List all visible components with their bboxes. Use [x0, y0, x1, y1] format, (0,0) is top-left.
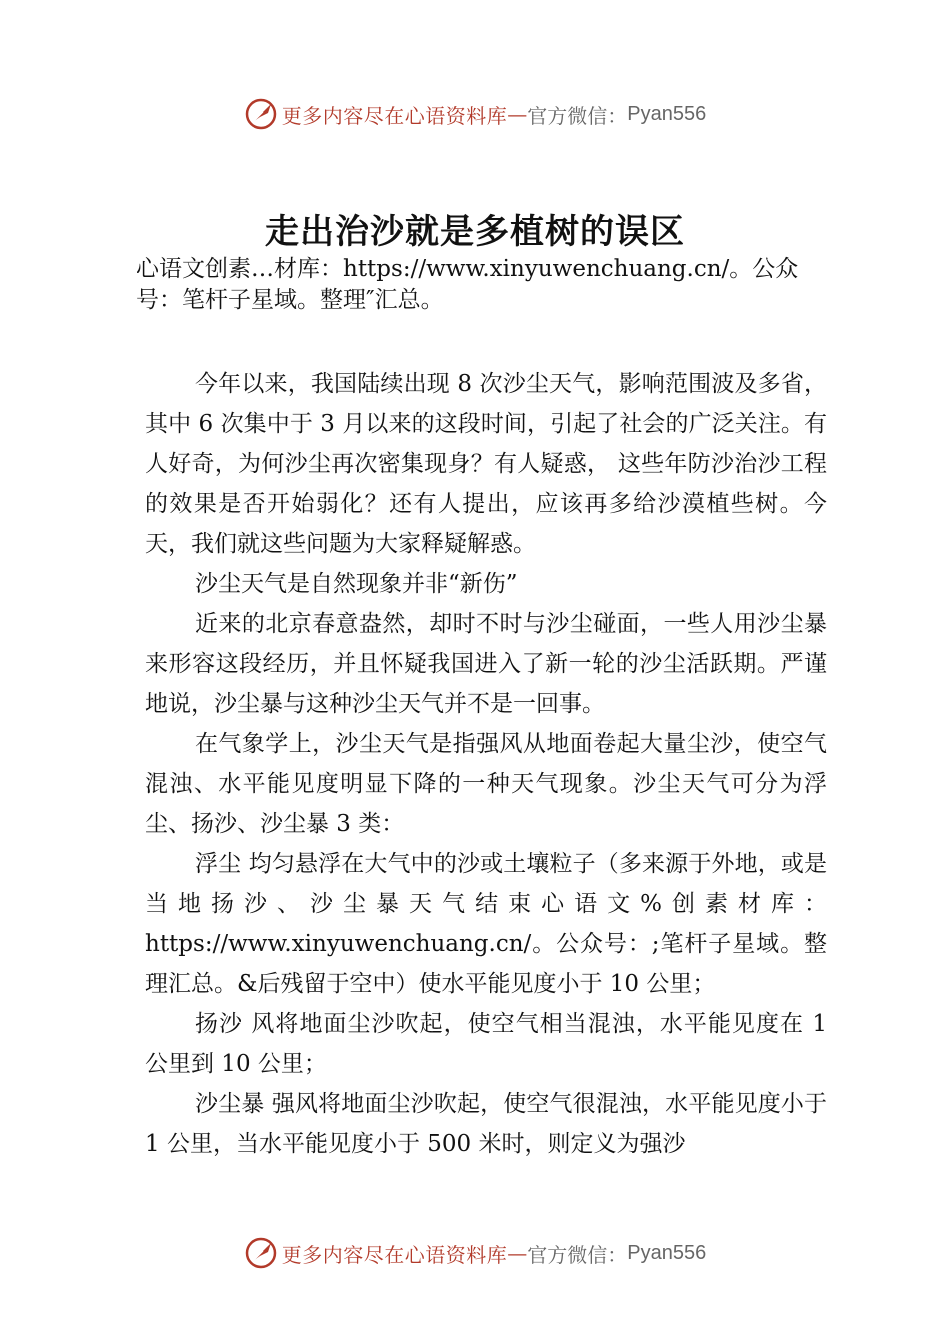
banner-separator: — [507, 102, 528, 126]
paragraph: 近来的北京春意盎然，却时不时与沙尘碰面，一些人用沙尘暴来形容这段经历，并且怀疑我国进入了新一轮的沙尘活跃期。严谨地说，沙尘暴与这种沙尘天气并不是一回事。 [145, 611, 827, 717]
document-body [145, 364, 827, 1164]
banner-separator: — [507, 1241, 528, 1265]
paragraph: 扬沙 风将地面尘沙吹起，使空气相当混浊，水平能见度在 1 公里到 10 公里； [145, 1011, 827, 1077]
banner-wechat-label: 官方微信： [527, 1242, 628, 1267]
quill-logo-icon [244, 97, 278, 131]
paragraph: 今年以来，我国陆续出现 8 次沙尘天气，影响范围波及多省，其中 6 次集中于 3 月以来的这段时间，引起了社会的广泛关注。有人好奇，为何沙尘再次密集现身？有人疑惑， 这些年防沙治沙工程的效果是否开始弱化？还有人提出，应该再多给沙漠植些树。今天，我们就这些问题为大家释疑解惑。 [145, 371, 827, 557]
paragraph: 在气象学上，沙尘天气是指强风从地面卷起大量尘沙，使空气混浊、水平能见度明显下降的一种天气现象。沙尘天气可分为浮尘、扬沙、沙尘暴 3 类： [145, 731, 827, 837]
source-line: 心语文创素…材库：https://www.xinyuwenchuang.cn/。公众号：笔杆子星域。整理″汇总。 [136, 256, 799, 313]
header-banner [0, 94, 950, 134]
banner-wechat-id: Pyan556 [627, 1241, 707, 1264]
paragraph: 沙尘暴 强风将地面尘沙吹起，使空气很混浊，水平能见度小于 1 公里，当水平能见度小于 500 米时，则定义为强沙 [145, 1091, 827, 1157]
banner-text: 更多内容尽在心语资料库 [281, 103, 508, 128]
footer-banner [0, 1233, 950, 1273]
document-title: 走出治沙就是多植树的误区 [265, 212, 685, 252]
paragraph: 浮尘 均匀悬浮在大气中的沙或土壤粒子（多来源于外地，或是当地扬沙、沙尘暴天气结束心语文%创素材库：https://www.xinyuwenchuang.cn/。公众号：;笔杆子星域。整理汇总。&后残留于空中）使水平能见度小于 10 公里； [145, 851, 827, 997]
quill-logo-icon [244, 1236, 278, 1270]
banner-wechat-label: 官方微信： [527, 103, 628, 128]
banner-wechat-id: Pyan556 [627, 102, 707, 125]
banner-text: 更多内容尽在心语资料库 [281, 1242, 508, 1267]
section-heading: 沙尘天气是自然现象并非“新伤” [195, 571, 518, 597]
